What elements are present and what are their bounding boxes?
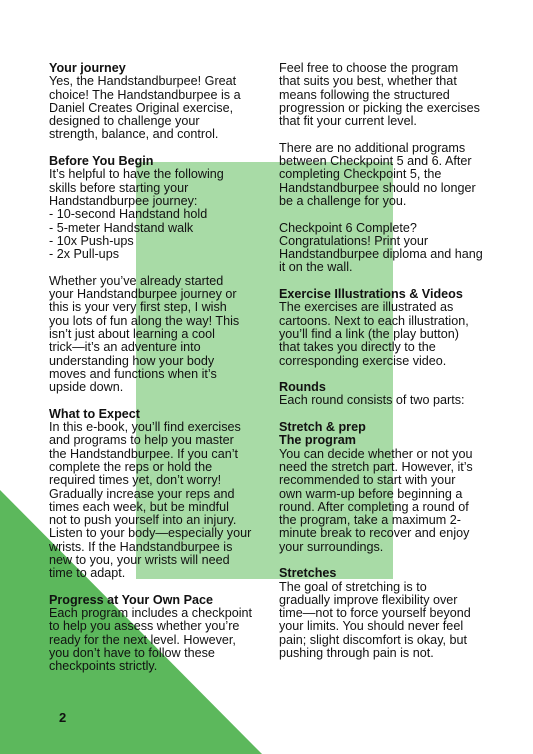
page-number: 2: [59, 710, 67, 725]
text-line: Checkpoint 6 Complete?: [279, 220, 417, 235]
text-line: this is your very first step, I wish: [49, 300, 227, 315]
text-line: Whether you’ve already started: [49, 273, 224, 288]
text-line: your surroundings.: [279, 539, 384, 554]
text-line: pushing through pain is not.: [279, 646, 434, 661]
section-heading: Stretches: [279, 566, 337, 581]
text-line: be a challenge for you.: [279, 193, 407, 208]
text-line: the Handstandburpee. If you can’t: [49, 446, 239, 461]
text-line: recommended to start with your: [279, 473, 456, 488]
section-body: [49, 75, 267, 141]
section-feel-free: [279, 62, 493, 128]
section-stretches: [279, 567, 493, 660]
section-heading: What to Expect: [49, 406, 140, 421]
text-line: Yes, the Handstandburpee! Great: [49, 74, 237, 89]
text-line: and programs to help you master: [49, 433, 234, 448]
section-heading: Stretch & prep: [279, 420, 366, 435]
text-line: wrists. If the Handstandburpee is: [49, 539, 233, 554]
section-body: [279, 62, 493, 128]
text-line: round. After completing a round of: [279, 499, 469, 514]
text-line: complete the reps or hold the: [49, 459, 213, 474]
text-line: cartoons. Next to each illustration,: [279, 313, 469, 328]
text-line: completing Checkpoint 5, the: [279, 167, 442, 182]
section-body: [279, 222, 493, 275]
section-heading: Rounds: [279, 380, 326, 395]
text-line: Each program includes a checkpoint: [49, 606, 253, 621]
text-line: that suits you best, whether that: [279, 74, 457, 89]
text-line: gradually improve flexibility over: [279, 592, 458, 607]
section-body: [279, 301, 493, 367]
text-line: you don’t have to follow these: [49, 646, 215, 661]
text-line: In this e-book, you’ll find exercises: [49, 420, 241, 435]
section-stretch-prep: [279, 421, 493, 554]
section-checkpoint-6: [279, 222, 493, 275]
section-body: [279, 448, 493, 554]
section-body: [279, 142, 493, 208]
text-line: Each round consists of two parts:: [279, 393, 465, 408]
text-line: There are no additional programs: [279, 140, 466, 155]
section-exercise-illustrations: [279, 288, 493, 368]
text-line: pain; slight discomfort is okay, but: [279, 632, 468, 647]
text-line: Listen to your body—especially your: [49, 526, 252, 541]
text-line: - 2x Pull-ups: [49, 247, 119, 262]
section-what-to-expect: [49, 408, 267, 581]
text-line: designed to challenge your: [49, 114, 200, 129]
text-line: progression or picking the exercises: [279, 100, 480, 115]
text-line: - 5-meter Handstand walk: [49, 220, 194, 235]
text-line: Congratulations! Print your: [279, 233, 429, 248]
section-rounds: [279, 381, 493, 408]
section-body: [49, 168, 267, 261]
text-line: skills before starting your: [49, 180, 189, 195]
section-heading: Progress at Your Own Pace: [49, 592, 214, 607]
section-progress-at-your-own-pace: [49, 594, 267, 674]
text-line: need the stretch part. However, it’s: [279, 459, 473, 474]
text-line: own warm-up before beginning a: [279, 486, 463, 501]
text-line: that takes you directly to the: [279, 340, 436, 355]
section-body: [279, 581, 493, 661]
text-line: It’s helpful to have the following: [49, 167, 224, 182]
text-line: to help you assess whether you’re: [49, 619, 240, 634]
text-line: means following the structured: [279, 87, 450, 102]
text-line: strength, balance, and control.: [49, 127, 219, 142]
text-line: you’ll find a link (the play button): [279, 326, 459, 341]
text-line: choice! The Handstandburpee is a: [49, 87, 241, 102]
section-body: [49, 275, 267, 395]
text-line: new to you, your wrists will need: [49, 552, 230, 567]
text-line: minute break to recover and enjoy: [279, 526, 470, 541]
text-line: The exercises are illustrated as: [279, 300, 454, 315]
text-line: understanding how your body: [49, 353, 215, 368]
text-line: Daniel Creates Original exercise,: [49, 100, 234, 115]
text-line: it on the wall.: [279, 260, 353, 275]
text-line: between Checkpoint 5 and 6. After: [279, 154, 472, 169]
section-your-journey: [49, 62, 267, 142]
text-line: Handstandburpee diploma and hang: [279, 247, 483, 262]
text-line: required times yet, don’t worry!: [49, 473, 222, 488]
text-line: Handstandburpee journey:: [49, 193, 198, 208]
text-line: checkpoints strictly.: [49, 659, 158, 674]
text-line: you lots of fun along the way! This: [49, 313, 240, 328]
text-line: Feel free to choose the program: [279, 61, 459, 75]
text-line: times each week, but be mindful: [49, 499, 229, 514]
text-line: time—not to force yourself beyond: [279, 606, 471, 621]
section-body: [49, 421, 267, 581]
text-line: corresponding exercise video.: [279, 353, 447, 368]
text-line: your limits. You should never feel: [279, 619, 464, 634]
text-line: the program, take a maximum 2-: [279, 513, 461, 528]
section-body: [49, 607, 267, 673]
text-line: ready for the next level. However,: [49, 632, 236, 647]
section-heading: Before You Begin: [49, 154, 154, 169]
section-body: [279, 394, 493, 407]
text-line: trick—it’s an adventure into: [49, 340, 201, 355]
text-line: your Handstandburpee journey or: [49, 287, 237, 302]
right-column: [279, 62, 493, 674]
text-line: You can decide whether or not you: [279, 446, 473, 461]
section-heading: Your journey: [49, 61, 126, 75]
section-whether: [49, 275, 267, 395]
section-before-you-begin: [49, 155, 267, 261]
text-line: Handstandburpee should no longer: [279, 180, 476, 195]
text-line: Gradually increase your reps and: [49, 486, 235, 501]
text-line: The goal of stretching is to: [279, 579, 427, 594]
text-line: isn’t just about learning a cool: [49, 326, 215, 341]
left-column: [49, 62, 267, 687]
text-line: - 10x Push-ups: [49, 233, 134, 248]
text-line: that fit your current level.: [279, 114, 417, 129]
text-line: not to push yourself into an injury.: [49, 513, 237, 528]
text-line: - 10-second Handstand hold: [49, 207, 208, 222]
section-no-additional-programs: [279, 142, 493, 208]
text-line: time to adapt.: [49, 566, 126, 581]
text-line: moves and functions when it’s: [49, 366, 217, 381]
section-heading: Exercise Illustrations & Videos: [279, 287, 463, 302]
text-line: upside down.: [49, 380, 124, 395]
section-subheading: The program: [279, 433, 356, 448]
